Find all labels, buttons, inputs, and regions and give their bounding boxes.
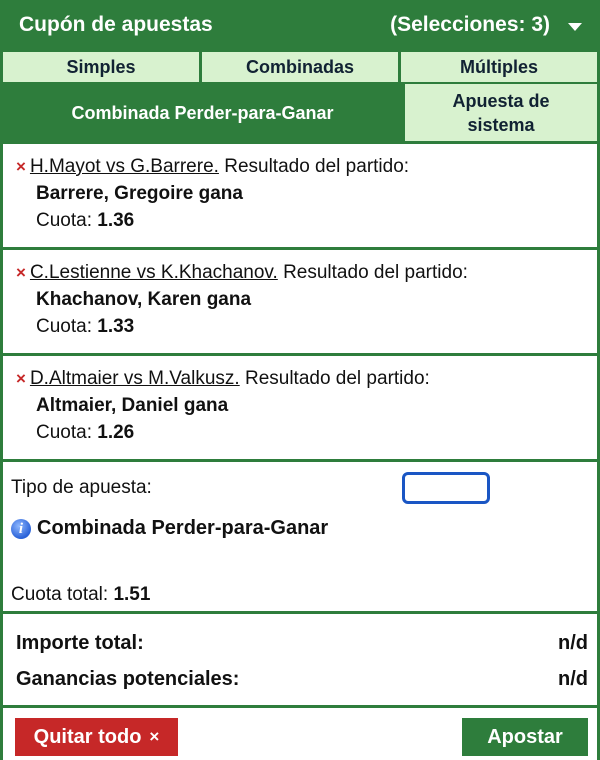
selection-count: (Selecciones: 3) [390, 13, 550, 36]
bet-type-section [3, 460, 597, 614]
odds-value: 1.33 [97, 316, 135, 337]
stake-input[interactable] [402, 472, 490, 504]
event-link[interactable]: C.Lestienne vs K.Khachanov. [29, 262, 278, 283]
total-odds [11, 584, 150, 606]
tab-combinadas[interactable]: Combinadas [202, 52, 398, 82]
total-odds-label: Cuota total: [11, 584, 109, 605]
selection-item [3, 144, 597, 250]
tab-multiples[interactable]: Múltiples [401, 52, 597, 82]
odds-value: 1.36 [97, 210, 135, 231]
potential-winnings-row [16, 668, 588, 691]
market-label: Resultado del partido: [244, 368, 430, 389]
close-icon: × [149, 727, 160, 746]
selection-odds [16, 419, 597, 446]
remove-all-label: Quitar todo [33, 725, 142, 748]
odds-label: Cuota: [36, 422, 92, 443]
bet-type-name [11, 511, 331, 545]
remove-x-icon[interactable]: × [16, 157, 26, 176]
total-stake-row [16, 632, 588, 655]
selection-item [3, 356, 597, 462]
total-stake-label: Importe total: [16, 632, 144, 654]
odds-label: Cuota: [36, 316, 92, 337]
event-link[interactable]: D.Altmaier vs M.Valkusz. [29, 368, 240, 389]
bet-type-label: Tipo de apuesta: [11, 477, 152, 498]
remove-x-icon[interactable]: × [16, 263, 26, 282]
place-bet-button[interactable]: Apostar [462, 718, 588, 756]
selection-result: Khachanov, Karen gana [36, 289, 252, 310]
remove-all-button[interactable] [15, 718, 178, 756]
selection-result: Altmaier, Daniel gana [36, 395, 229, 416]
market-label: Resultado del partido: [283, 262, 468, 283]
bet-type-tabs-row-2 [0, 84, 600, 144]
selection-odds [16, 313, 597, 340]
potential-winnings-value: n/d [558, 668, 588, 690]
bet-type-name-text: Combinada Perder-para-Ganar [37, 517, 329, 539]
event-link[interactable]: H.Mayot vs G.Barrere. [29, 156, 219, 177]
tab-perder-para-ganar[interactable]: Combinada Perder-para-Ganar [3, 84, 402, 141]
caret-down-icon[interactable] [568, 23, 582, 31]
potential-winnings-label: Ganancias potenciales: [16, 668, 240, 690]
totals-section [3, 614, 597, 708]
market-label: Resultado del partido: [224, 156, 410, 177]
selection-odds [16, 207, 597, 234]
info-icon[interactable]: i [11, 519, 31, 539]
odds-label: Cuota: [36, 210, 92, 231]
tab-simples[interactable]: Simples [3, 52, 199, 82]
bet-slip-header[interactable] [0, 0, 600, 50]
bet-slip-title: Cupón de apuestas [19, 13, 213, 36]
bet-type-tabs-row-1 [0, 50, 600, 84]
remove-x-icon[interactable]: × [16, 369, 26, 388]
selection-item [3, 250, 597, 356]
tab-apuesta-de-sistema-label: Apuesta de sistema [452, 90, 550, 135]
selection-result: Barrere, Gregoire gana [36, 183, 243, 204]
total-odds-value: 1.51 [113, 584, 151, 605]
tab-apuesta-de-sistema[interactable] [405, 84, 597, 141]
total-stake-value: n/d [558, 632, 588, 654]
odds-value: 1.26 [97, 422, 135, 443]
